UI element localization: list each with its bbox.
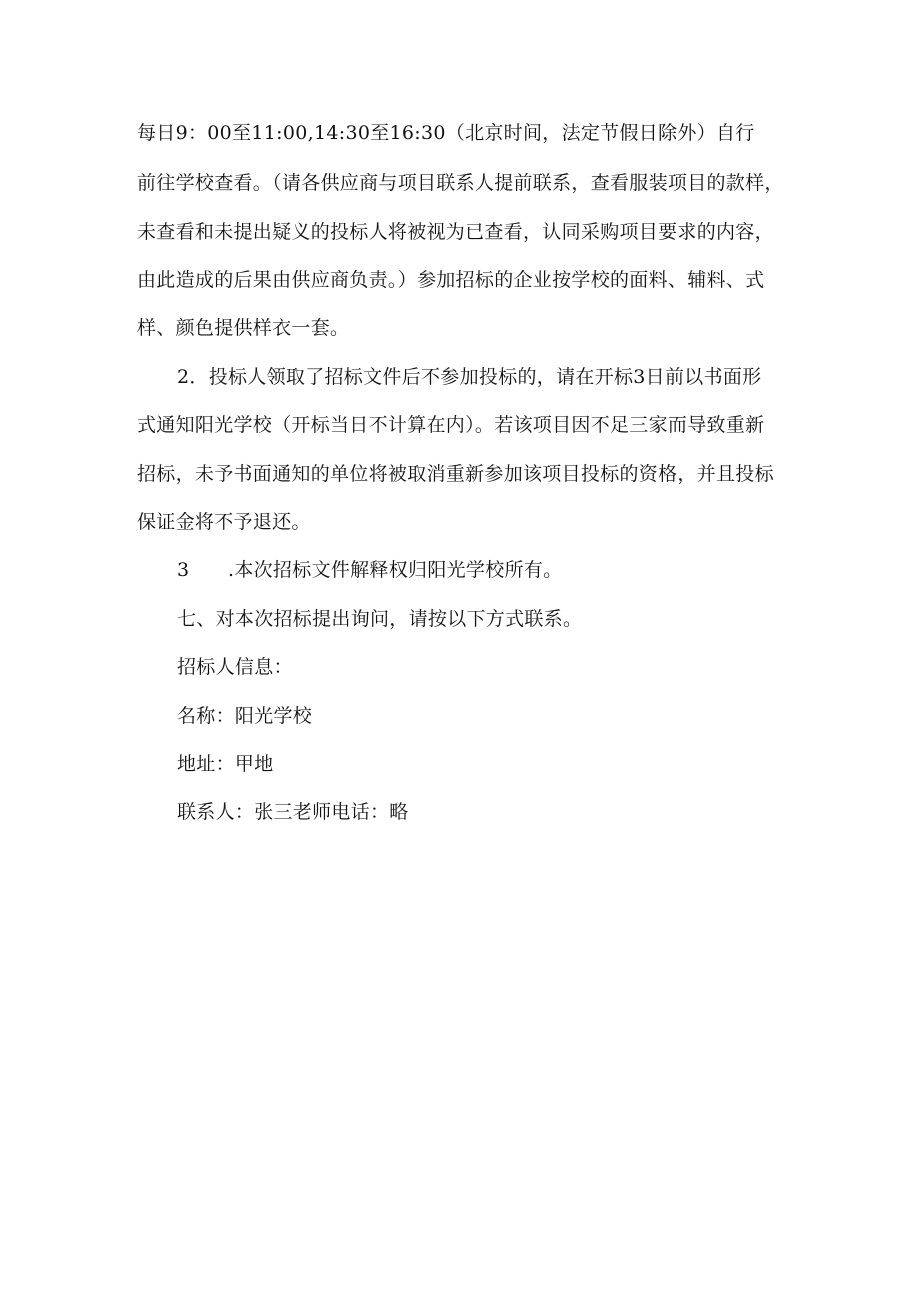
paragraph-line: 由此造成的后果由供应商负责。）参加招标的企业按学校的面料、辅料、式 [137, 269, 765, 291]
paragraph-line: 每日9：00至11:00,14:30至16:30（北京时间，法定节假日除外）自行 [137, 122, 755, 144]
paragraph-line: 前往学校查看。（请各供应商与项目联系人提前联系，查看服装项目的款样， [137, 172, 784, 194]
contact-address: 地址：甲地 [177, 753, 274, 775]
contact-person: 联系人：张三老师电话：略 [177, 801, 409, 823]
section-heading: 七、对本次招标提出询问，请按以下方式联系。 [177, 608, 583, 630]
contact-heading: 招标人信息： [177, 656, 293, 678]
paragraph-line: 3 .本次招标文件解释权归阳光学校所有。 [177, 559, 563, 581]
paragraph-line: 式通知阳光学校（开标当日不计算在内）。若该项目因不足三家而导致重新 [137, 414, 765, 436]
paragraph-line: 样、颜色提供样衣一套。 [137, 317, 350, 339]
contact-name: 名称：阳光学校 [177, 705, 313, 727]
paragraph-line: 保证金将不予退还。 [137, 511, 311, 533]
paragraph-line: 未查看和未提出疑义的投标人将被视为已查看，认同采购项目要求的内容， [137, 221, 774, 243]
paragraph-line: 招标，未予书面通知的单位将被取消重新参加该项目投标的资格，并且投标 [137, 463, 774, 485]
paragraph-line: 2．投标人领取了招标文件后不参加投标的，请在开标3日前以书面形 [177, 366, 762, 388]
